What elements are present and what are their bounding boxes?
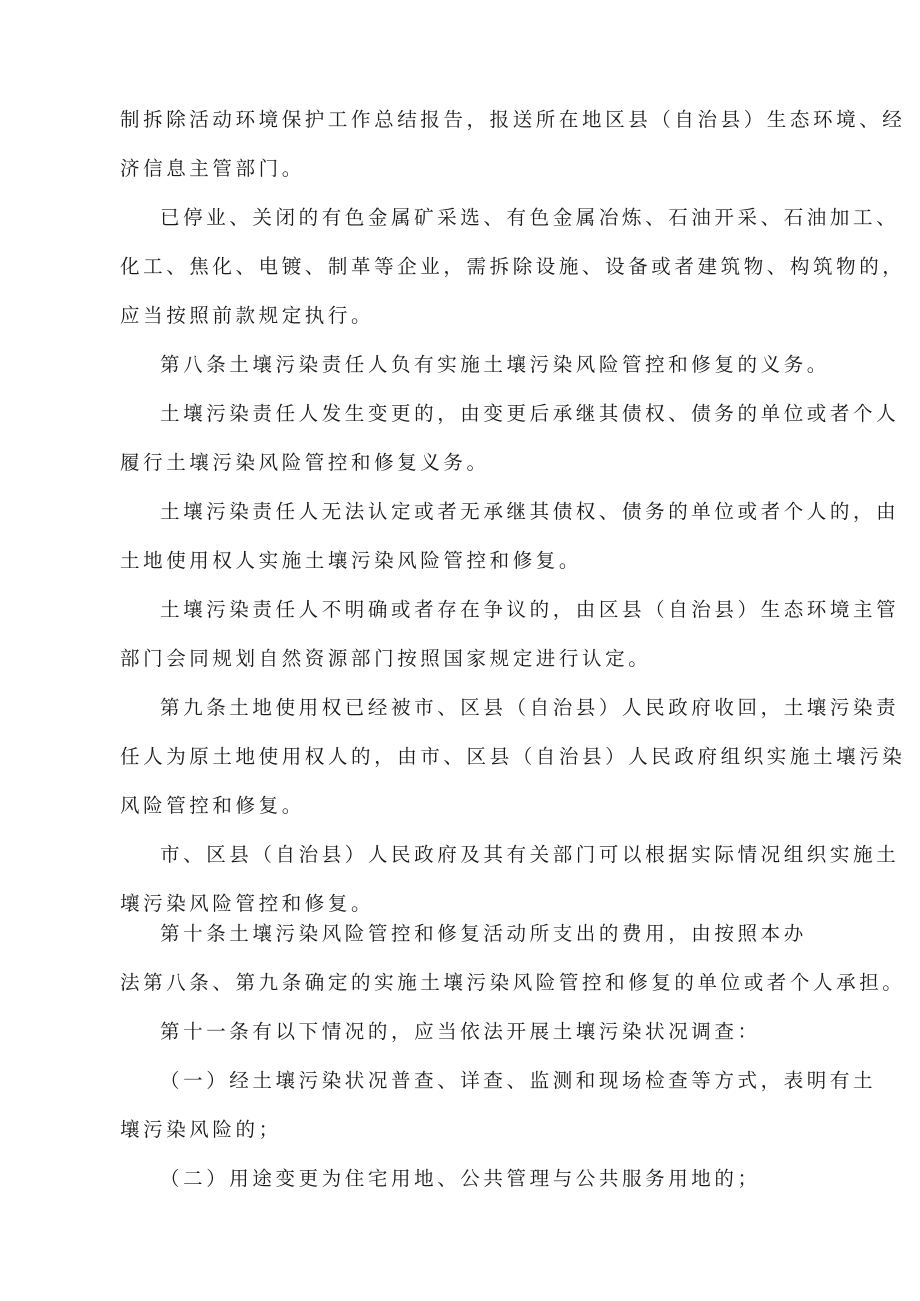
article-11-heading-line: 第十一条有以下情况的，应当依法开展土壤污染状况调查： (160, 1020, 761, 1043)
paragraph-line: 风险管控和修复。 (120, 794, 305, 817)
paragraph-line: 制拆除活动环境保护工作总结报告，报送所在地区县（自治县）生态环境、经 (120, 108, 906, 131)
paragraph-line: 化工、焦化、电镀、制革等企业，需拆除设施、设备或者建筑物、构筑物的， (120, 255, 906, 278)
paragraph-line: 土壤污染责任人不明确或者存在争议的，由区县（自治县）生态环境主管 (160, 598, 900, 621)
article-10-heading-line: 第十条土壤污染风险管控和修复活动所支出的费用，由按照本办 (160, 922, 807, 945)
paragraph-line: 土地使用权人实施土壤污染风险管控和修复。 (120, 549, 583, 572)
article-9-heading-line: 第九条土地使用权已经被市、区县（自治县）人民政府收回，土壤污染责 (160, 696, 900, 719)
list-item-line: （一）经土壤污染状况普查、详查、监测和现场检查等方式，表明有土 (160, 1069, 877, 1092)
paragraph-line: 土壤污染责任人发生变更的，由变更后承继其债权、债务的单位或者个人 (160, 402, 900, 425)
paragraph-line: 任人为原土地使用权人的，由市、区县（自治县）人民政府组织实施土壤污染 (120, 745, 906, 768)
list-item-line: （二）用途变更为住宅用地、公共管理与公共服务用地的； (160, 1167, 761, 1190)
paragraph-line: 法第八条、第九条确定的实施土壤污染风险管控和修复的单位或者个人承担。 (120, 971, 906, 994)
paragraph-line: 土壤污染责任人无法认定或者无承继其债权、债务的单位或者个人的，由 (160, 500, 900, 523)
paragraph-line: 壤污染风险管控和修复。 (120, 892, 375, 915)
paragraph-line: 市、区县（自治县）人民政府及其有关部门可以根据实际情况组织实施土 (160, 843, 900, 866)
paragraph-line: 部门会同规划自然资源部门按照国家规定进行认定。 (120, 647, 652, 670)
list-item-line: 壤污染风险的； (120, 1118, 282, 1141)
paragraph-line: 应当按照前款规定执行。 (120, 304, 375, 327)
article-8-heading-line: 第八条土壤污染责任人负有实施土壤污染风险管控和修复的义务。 (160, 353, 830, 376)
paragraph-line: 履行土壤污染风险管控和修复义务。 (120, 451, 490, 474)
paragraph-line: 已停业、关闭的有色金属矿采选、有色金属冶炼、石油开采、石油加工、 (160, 206, 900, 229)
paragraph-line: 济信息主管部门。 (120, 157, 305, 180)
